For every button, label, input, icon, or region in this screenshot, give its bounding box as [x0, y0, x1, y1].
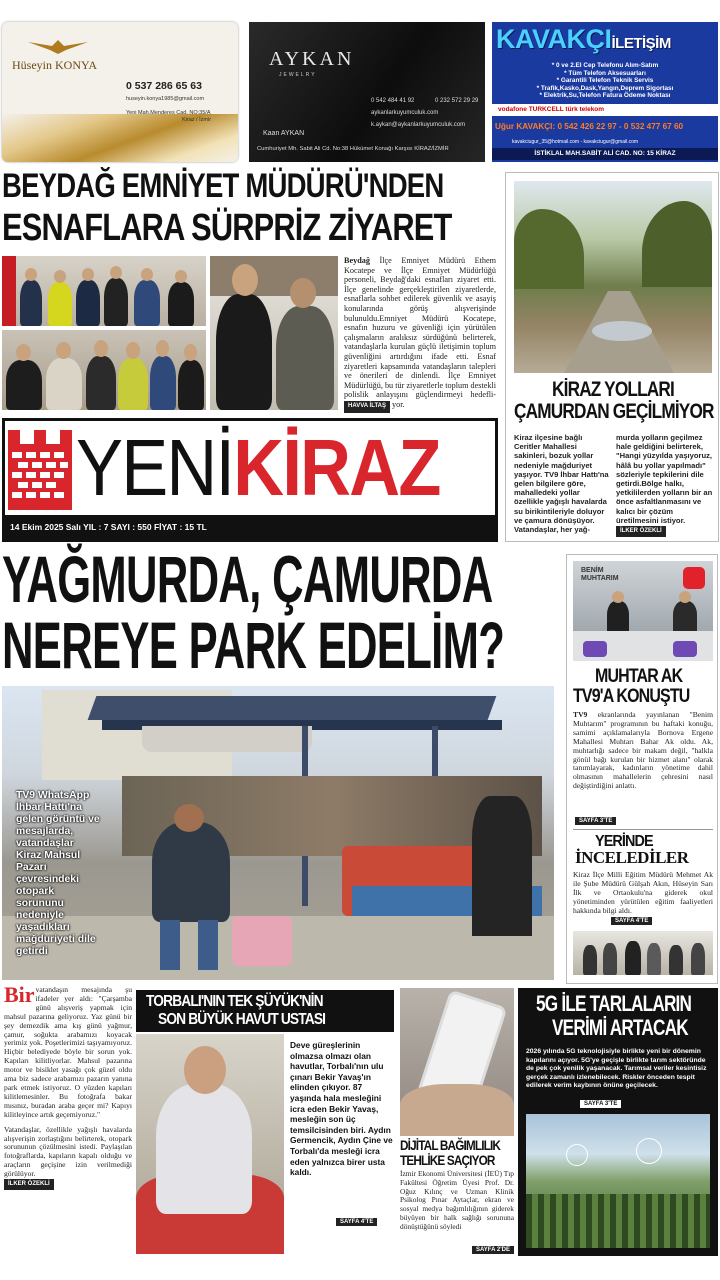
- fiveg-headline-2: VERİMİ ARTACAK: [552, 1015, 688, 1040]
- ad-email: huseyin.konya1985@gmail.com: [126, 96, 205, 102]
- havut-headline-1: TORBALI'NIN TEK ŞÜYÜK'NİN: [146, 993, 323, 1010]
- ad-aykan-jewelry: [249, 22, 485, 162]
- main-headline-2: NEREYE PARK EDELİM?: [2, 608, 505, 682]
- ad-email: k.aykan@aykanlarkuyumculuk.com: [371, 122, 466, 128]
- main-story-body: [4, 986, 132, 1248]
- top-story-text: İlçe Emniyet Müdürü Ethem Kocatepe ve İlçe Emniyet Müdürlüğü personeli, Beydağ'daki esnafları ziyaret etti. İlçe genelinde gerçekleştirilen ziyaretlerde, esnaflarla sohbet edilerek güvenlik ve asayiş konularında görüş alışverişinde bulunuldu.Emniyet Müdürü Kocatepe, esnafın huzuru ve güvenliği için yürütülen çalışmaların aralıksız sürdüğünü belirterek, vatandaşlarla kurulan güçlü iletişimin toplum güvenliğini artırdığını ifade etti. Esnaf ziyaretleri kapsamında vatandaşların talepleri ve önerileri de dinlendi. İlçe Emniyet Müdürlüğü, bu tür ziyaretlerle toplum destekli polislik anlayışını güçlendirmeyi hedefli-: [344, 256, 496, 400]
- castle-logo-icon: [8, 430, 72, 510]
- muddy-road-photo: [514, 181, 712, 373]
- muhtar-headline-1: MUHTAR AK: [595, 666, 683, 687]
- ad-line: * Trafik,Kasko,Dask,Yangın,Deprem Sigortası: [536, 84, 674, 92]
- fiveg-headline-1: 5G İLE TARLALARIN: [536, 991, 692, 1016]
- ad-line: * 0 ve 2.El Cep Telefonu Alım-Satım: [551, 62, 659, 69]
- ad-contact: Uğur KAVAKÇI: 0 542 426 22 97 - 0 532 477 67 60: [495, 122, 684, 131]
- ad-brand-sub: JEWELRY: [279, 72, 317, 78]
- ad-email: kavakciugur_35@hotmail.com - kavakciugur@gmail.com: [512, 139, 639, 145]
- ad-address: İSTİKLAL MAH.SABİT ALİ CAD. NO: 15 KİRAZ: [492, 148, 718, 160]
- ad-line: * Tüm Telefon Aksesuarları: [564, 69, 646, 77]
- tv-studio-photo: [573, 561, 713, 661]
- kiraz-roads-box: [505, 172, 719, 542]
- ad-phone: 0 537 286 65 63: [126, 80, 202, 92]
- studio-label: BENİM MUHTARIM: [581, 567, 619, 582]
- school-visit-photo: [573, 931, 713, 975]
- ad-phone-1: 0 542 484 41 92: [371, 98, 415, 104]
- main-story-text-2: Vatandaşlar, özellikle yağışlı havalarda alışverişin zorlaştığını belirterek, otopark sorununun çözülmesini istedi. Paylaşılan fotoğraflarda, kapıların kapalı olduğu ve araçların geçişine izin verilmediği görülüyor.: [4, 1124, 132, 1179]
- masthead-issue-line: 14 Ekim 2025 Salı YIL : 7 SAYI : 550 FİYAT : 15 TL: [10, 522, 207, 532]
- havut-master-photo: [136, 1034, 284, 1254]
- ad-line: * Elektrik,Su,Telefon Fatura Ödeme Noktası: [539, 92, 671, 100]
- ad-brand-suffix: İLETİŞİM: [611, 35, 671, 52]
- police-group-photo-2: [2, 330, 206, 410]
- top-story-tail: yor.: [392, 399, 405, 409]
- muhtar-page-ref[interactable]: SAYFA 3'TE: [575, 817, 616, 825]
- main-headline-1: YAĞMURDA, ÇAMURDA: [2, 542, 493, 616]
- muhtar-story-lead: TV9: [573, 711, 588, 719]
- top-story-headline-1: BEYDAĞ EMNİYET MÜDÜRÜ'NDEN: [2, 167, 444, 205]
- ad-partners: vodafone TURKCELL türk telekom: [492, 104, 718, 116]
- fiveg-page-ref[interactable]: SAYFA 3'TE: [580, 1100, 621, 1108]
- top-story-headline-2: ESNAFLARA SÜRPRİZ ZİYARET: [2, 207, 452, 249]
- ad-name: Hüseyin KONYA: [12, 58, 97, 72]
- yerinde-story-body: Kiraz İlçe Milli Eğitim Müdürü Mehmet Ak ile Şube Müdürü Gülşah Akın, Hüseyin Sarı İlk ve Ortaokulu'na giderek okul yönetiminden yürütülen eğitim faaliyetleri hakkında bilgi aldı.: [573, 871, 713, 915]
- phone-addiction-photo: [400, 988, 514, 1136]
- masthead-name-part1: YENİ: [76, 423, 234, 512]
- fiveg-story-body: 2026 yılında 5G teknolojisiyle birlikte yeni bir dönemin kapılarını açıyor. 5G'ye geçişle birlikte tarım sektöründe de pek çok yenilik yaşanacak. Tarımsal veriler kesintisiz gerçek zamanlı izlenebilecek. Riskler önceden tespit edilerek verim kaybının önüne geçilecek.: [526, 1048, 707, 1090]
- top-story-body: [344, 256, 496, 414]
- muhtar-story-text: ekranlarında yayınlanan "Benim Muhtarım" programının bu haftaki konuğu, samimi açıklamalarıyla Bornova Ergene Mahallesi Muhtarı Bahar Ak oldu. Ak, muhtarlığı sadece bir makam değil, "halkla gönül bağı kurulan bir hizmet alanı" olarak tanımlayarak, kadınların yönetime dahil olmasının mahallelerin çehresini nasıl değiştirdiğini anlattı.: [573, 711, 713, 791]
- dijital-page-ref[interactable]: SAYFA 2'DE: [472, 1246, 514, 1254]
- kiraz-roads-col2-text: murda yolların geçilmez hale geldiğini belirterek, "Hangi yüzyılda yaşıyoruz, hâlâ bu yollar yapılmadı" sözleriyle tepkilerini dile getirdi.Bölge halkı, yetkililerden yolların bir an önce asfaltlanmasını ve kalıcı bir çözüm üretilmesini istiyor.: [616, 433, 713, 525]
- kiraz-roads-byline: İLKER ÖZEKLİ: [616, 526, 666, 537]
- kiraz-roads-col1: Kiraz ilçesine bağlı Ceritler Mahallesi sakinleri, bozuk yollar nedeniyle mağduriyet yaşıyor. TV9 İhbar Hattı'na gelen bilgilere göre, mahalledeki yollar özellikle yağışlı havalarda su birikintileriyle doluyor ve çamura dönüşüyor. Vatandaşlar, her yağ-: [514, 433, 609, 535]
- main-story-byline: İLKER ÖZEKLİ: [4, 1179, 54, 1190]
- havut-story-body: Deve güreşlerinin olmazsa olmazı olan havutlar, Torbalı'nın ulu çınarı Bekir Yavaş'ın elinden çıkıyor. 87 yaşında hala mesleğini icra eden Bekir Yavaş, mesleğin son üç temsilcisinden biri. Aydın Germencik, Aydın Çine ve Torbalı'da mesleği icra eden yalnızca birer usta kaldı.: [290, 1040, 393, 1178]
- police-group-photo-1: [2, 256, 206, 326]
- police-shop-visit-photo: [210, 256, 338, 410]
- havut-page-ref[interactable]: SAYFA 4'TE: [336, 1218, 377, 1226]
- ad-kavakci-iletisim: [492, 22, 718, 162]
- fiveg-box: [518, 988, 718, 1256]
- dijital-headline-2: TEHLİKE SAÇIYOR: [400, 1152, 495, 1168]
- ad-line: * Garantili Telefon Teknik Servis: [556, 77, 654, 85]
- ad-brand: KAVAKÇI: [496, 24, 612, 54]
- ad-address-city: Kiraz / İzmir: [182, 117, 212, 123]
- havut-headline-2: SON BÜYÜK HAVUT USTASI: [158, 1011, 326, 1028]
- muhtar-story-body: [573, 711, 713, 815]
- ad-web: aykanlarkuyumculuk.com: [371, 110, 439, 116]
- masthead-name-part2: KİRAZ: [233, 423, 440, 512]
- main-photo-caption: TV9 WhatsApp İhbar Hattı'na gelen görüntü ve mesajlarda, vatandaşlar Kiraz Mahsul Pazarı çevresindeki otopark sorununu nedeniyle yaşadıkları mağduriyeti dile getirdi: [16, 790, 100, 957]
- yerinde-headline-2: İNCELEDİLER: [575, 848, 689, 867]
- smart-farm-photo: [526, 1114, 710, 1248]
- masthead: [2, 418, 498, 542]
- muhtar-headline-2: TV9'A KONUŞTU: [573, 686, 690, 707]
- yerinde-headline-1: YERİNDE: [595, 833, 653, 850]
- dijital-headline-1: DİJİTAL BAĞIMLILIK: [400, 1137, 501, 1153]
- dijital-story-body: İzmir Ekonomi Üniversitesi (İEÜ) Tıp Fakültesi Öğretim Üyesi Prof. Dr. Oğuz Kılınç ve Uzman Klinik Psikolog Pınar Aytaçlar, ekran ve sosyal medya bağımlılığının giderek büyüyen bir halk sağlığı sorununa dönüştüğünü söyledi: [400, 1170, 514, 1231]
- top-story-byline: HAVVA İLTAŞ: [344, 401, 390, 413]
- main-story-text: vatandaşın mesajında şu ifadeler yer aldı: "Çarşamba günü alışveriş yapmak için mahsul pazarına geliyoruz. Yaz günü bir şey demezdik ama kış günü yağmur, çamur, soğukta arabamızı koyacak yerimiz yok. Poşetlerimizi taşıyamıyoruz. Hiçbir belediyede böyle bir sorun yok. Kapıları kilitliyorlar. Mahsul pazarına motor ve bisiklet yasağı çok güzel oldu ama biz sadece arabamızı pazarın yanına park etmek istiyoruz. O yüzden kapıları kilitlemesinler. Bu fotoğrafa bakar mısınız, buradan araba geçer mi? Kapıyı kilitleyince artık geçemiyoruz.": [4, 986, 132, 1119]
- ad-phone-2: 0 232 572 29 29: [435, 98, 479, 104]
- ad-address: Yeni Mah.Menderes Cad. NO:35/A: [126, 110, 211, 116]
- ad-address: Cumhuriyet Mh. Sabit Ali Cd. No:38 Hükümet Konağı Karşısı KİRAZ/İZMİR: [257, 146, 449, 152]
- top-story-lead: Beydağ: [344, 256, 370, 265]
- yerinde-page-ref[interactable]: SAYFA 4'TE: [611, 917, 652, 925]
- kiraz-roads-col2: [616, 433, 716, 537]
- ad-person: Kaan AYKAN: [263, 130, 305, 137]
- main-story-dropcap: Bir: [4, 986, 35, 1007]
- ad-brand: AYKAN: [269, 48, 355, 70]
- ad-huseyin-konya: [2, 22, 238, 162]
- kiraz-roads-headline-2: ÇAMURDAN GEÇİLMİYOR: [514, 400, 714, 423]
- muhtar-box: [566, 554, 718, 984]
- kiraz-roads-headline-1: KİRAZ YOLLARI: [552, 378, 675, 401]
- eagle-logo-icon: [28, 36, 88, 56]
